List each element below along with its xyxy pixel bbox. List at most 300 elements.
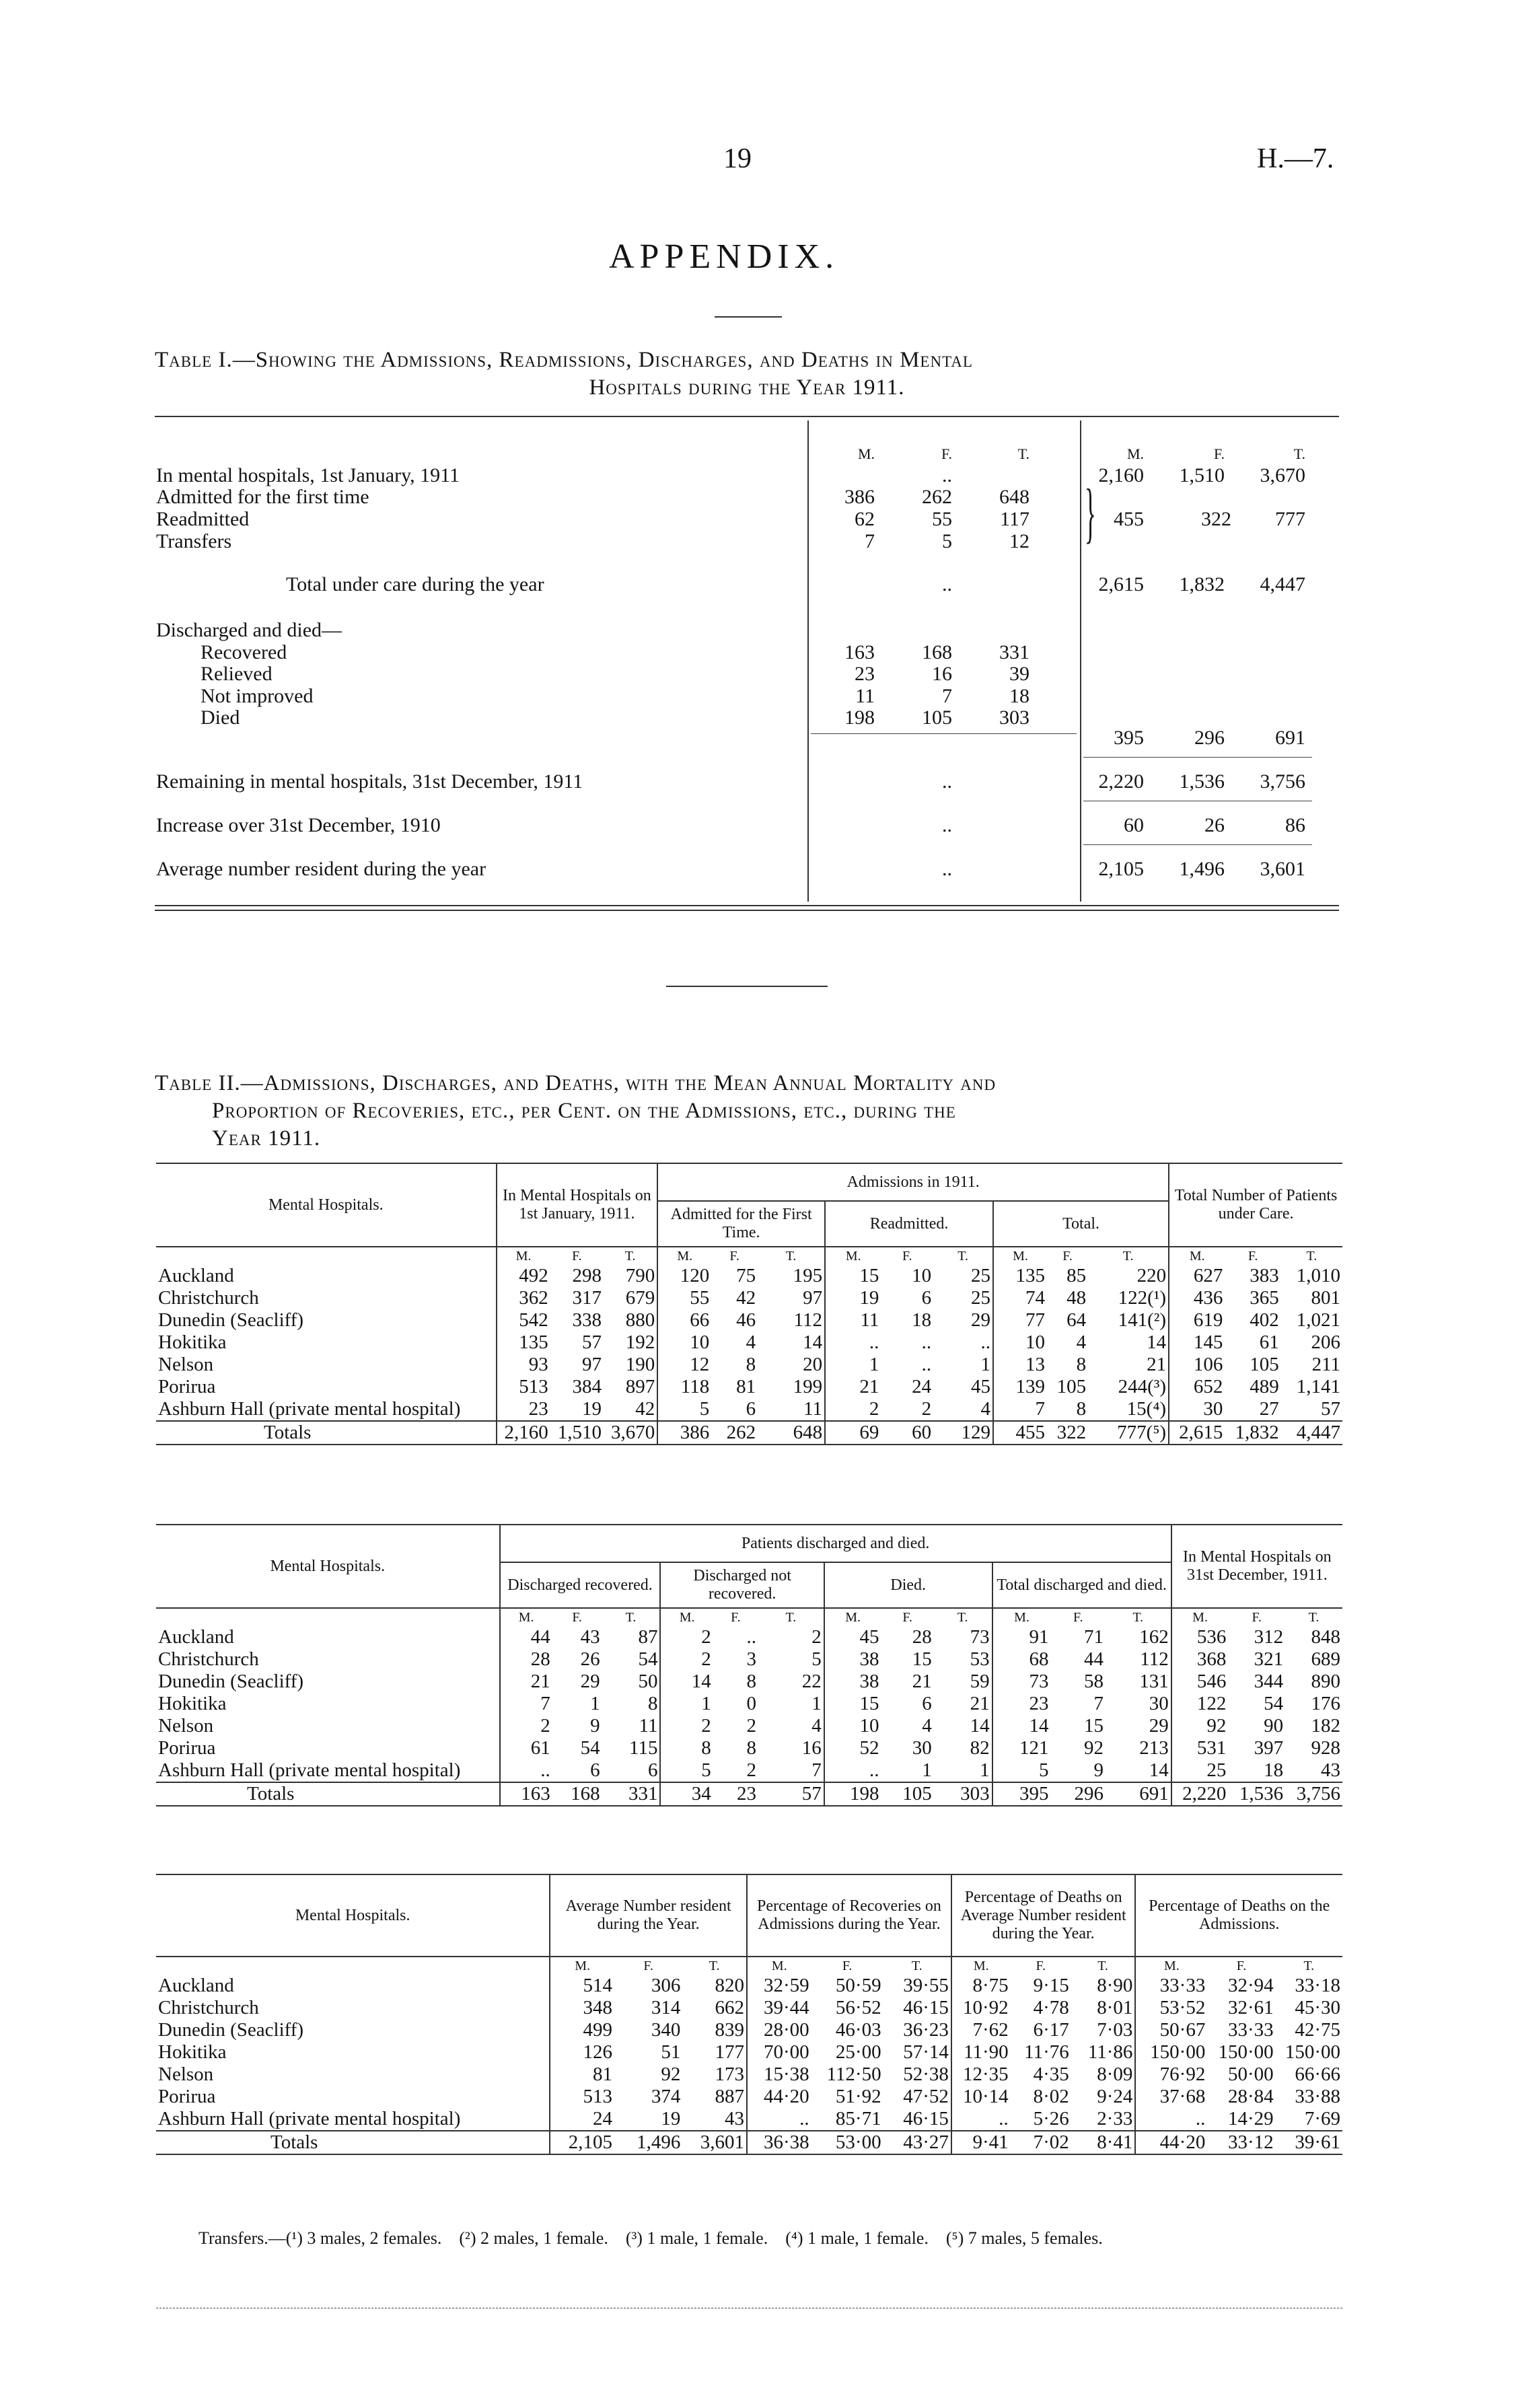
table1-cell: 7 [865, 530, 875, 552]
head-in-hospitals-dec: In Mental Hospitals on 31st December, 1911. [1171, 1525, 1342, 1608]
totals-label: Totals [264, 1422, 312, 1443]
table-cell: 74 [993, 1287, 1047, 1309]
table-cell: 10·14 [951, 2086, 1011, 2108]
totals-cell: 198 [824, 1782, 881, 1806]
table-cell: 77 [993, 1309, 1047, 1331]
sub-m: M. [747, 1957, 811, 1975]
table-cell: 14·29 [1227, 2108, 1274, 2129]
table-cell: 23 [992, 1693, 1051, 1715]
table-cell: 92 [661, 2064, 681, 2085]
sub-t: T. [1308, 1610, 1320, 1625]
table-cell: 652 [1169, 1376, 1225, 1398]
table-cell: 145 [1169, 1331, 1225, 1354]
sub-t: T. [709, 1959, 720, 1973]
hospital-name: Christchurch [158, 1648, 259, 1670]
hospital-name: Nelson [158, 2064, 214, 2085]
table1-cell: 648 [999, 486, 1029, 508]
table-cell: 46·15 [903, 2108, 949, 2129]
table1-cell: 1,536 [1179, 770, 1225, 793]
table-cell: 33·18 [1295, 1975, 1340, 1996]
totals-cell: 296 [1074, 1783, 1104, 1804]
totals-cell: 3,670 [610, 1422, 655, 1443]
table-cell: 12 [657, 1354, 711, 1376]
sub-m: M. [1135, 1957, 1207, 1975]
sub-t: T. [785, 1249, 797, 1264]
table-cell: 298 [572, 1265, 602, 1286]
table-cell: 27 [1259, 1398, 1279, 1420]
table-cell: 28 [500, 1648, 552, 1671]
table-cell: 26 [580, 1648, 600, 1670]
table-cell: 15·38 [747, 2064, 811, 2086]
table-cell: 45 [824, 1626, 881, 1648]
table-row [156, 1693, 1342, 1715]
head-first-time: Admitted for the First Time. [657, 1201, 825, 1247]
table-cell: 6·17 [1033, 2019, 1069, 2041]
table-cell: 42 [635, 1398, 655, 1420]
sub-t: T. [911, 1959, 923, 1973]
table-cell: 365 [1250, 1287, 1279, 1309]
totals-row [156, 1782, 1342, 1806]
table-cell: 890 [1311, 1671, 1340, 1692]
table-cell: 7·62 [951, 2019, 1011, 2041]
table-cell: 897 [625, 1376, 655, 1397]
table-cell: 82 [970, 1737, 990, 1759]
table1-cell: .. [942, 858, 952, 880]
table-cell: .. [824, 1759, 881, 1782]
table1-row-label: Increase over 31st December, 1910 [156, 814, 441, 836]
table-cell: 16 [801, 1737, 822, 1759]
table-cell: .. [921, 1354, 932, 1375]
table1-cell: 1,832 [1179, 573, 1225, 595]
table-cell: 368 [1171, 1648, 1229, 1671]
table-row [156, 2064, 1342, 2086]
table-row [156, 1759, 1342, 1782]
table-cell: 2 [660, 1648, 713, 1671]
table-cell: 105 [1250, 1354, 1279, 1375]
table1-row-label: Recovered [201, 641, 287, 663]
table-cell: 39·55 [903, 1975, 949, 1996]
page-number: 19 [723, 143, 752, 174]
table-cell: 8·02 [1033, 2086, 1069, 2107]
hospital-name: Hokitika [158, 1693, 227, 1714]
table1-bottom-rule [155, 905, 1339, 906]
table1-cell: 163 [844, 641, 875, 663]
table-cell: 66·66 [1295, 2064, 1340, 2085]
sub-m: M. [951, 1957, 1011, 1975]
head-percent-deaths-resident: Percentage of Deaths on Average Number resident during the Year. [951, 1874, 1136, 1957]
table-cell: 21 [970, 1693, 990, 1714]
table-cell: 436 [1169, 1287, 1225, 1309]
totals-cell: 262 [726, 1422, 756, 1443]
table-cell: 383 [1250, 1265, 1279, 1286]
sub-t: T. [1122, 1249, 1134, 1264]
sub-f: F. [1036, 1959, 1046, 1973]
sub-f: F. [902, 1610, 912, 1625]
table-cell: 32·94 [1227, 1975, 1274, 1996]
document-reference: H.—7. [1257, 143, 1334, 174]
table-cell: .. [1135, 2108, 1207, 2131]
table-cell: 14 [1149, 1759, 1169, 1781]
table-cell: 37·68 [1135, 2086, 1207, 2108]
table-cell: 118 [657, 1376, 711, 1398]
hospital-name: Dunedin (Seacliff) [158, 1671, 304, 1692]
table-cell: 52 [824, 1737, 881, 1759]
sub-f: F. [902, 1249, 912, 1264]
table1-cell: 4,447 [1260, 573, 1305, 595]
table-cell: 28·00 [747, 2019, 811, 2041]
table-cell: 61 [1259, 1331, 1279, 1353]
table1-cell: 455 [1114, 508, 1144, 530]
table-cell: 6 [746, 1398, 756, 1420]
hospital-name: Porirua [158, 2086, 216, 2107]
table-cell: 374 [651, 2086, 681, 2107]
head-not-recovered: Discharged not recovered. [660, 1562, 824, 1608]
table-cell: 182 [1311, 1715, 1340, 1737]
table-cell: 402 [1250, 1309, 1279, 1331]
totals-cell: 43·27 [903, 2131, 949, 2153]
table-cell: 150·00 [1285, 2041, 1340, 2063]
table-cell: 51 [661, 2041, 681, 2063]
table-cell: 4 [980, 1398, 991, 1420]
table1-cell: 322 [1201, 508, 1231, 530]
table1-head-t-right: T. [1293, 445, 1305, 462]
table-cell: 112 [1140, 1648, 1169, 1670]
table-cell: 162 [1139, 1626, 1169, 1648]
table-cell: 8 [647, 1693, 658, 1714]
totals-cell: 105 [902, 1783, 932, 1804]
table-cell: 56·52 [835, 1997, 881, 2018]
hospital-name: Hokitika [158, 1331, 227, 1353]
head-in-hospitals-jan: In Mental Hospitals on 1st January, 1911. [497, 1163, 658, 1247]
table-cell: 115 [629, 1737, 658, 1759]
table1-cell: .. [942, 770, 952, 793]
table-cell: 90 [1264, 1715, 1284, 1737]
table1-cell: 331 [999, 641, 1029, 663]
totals-row [156, 1421, 1342, 1445]
table-cell: 9·15 [1033, 1975, 1069, 1996]
table-cell: 21 [912, 1671, 932, 1692]
table-cell: 5 [660, 1759, 713, 1782]
table-cell: 50·59 [835, 1975, 881, 1996]
sub-m: M. [657, 1247, 711, 1265]
table-row [156, 1997, 1342, 2019]
table-cell: 61 [500, 1737, 552, 1759]
head-discharged-died: Patients discharged and died. [500, 1525, 1171, 1562]
table-cell: 384 [572, 1376, 602, 1397]
table-cell: 11·90 [951, 2041, 1011, 2064]
hospital-name: Christchurch [158, 1997, 259, 2018]
table-cell: 64 [1067, 1309, 1087, 1331]
table-cell: 97 [803, 1287, 823, 1309]
table-cell: 15 [912, 1648, 932, 1670]
table-cell: 176 [1311, 1693, 1340, 1714]
table1-row-label: Transfers [156, 530, 232, 552]
table-cell: 21 [500, 1671, 552, 1693]
table1-cell: .. [942, 814, 952, 836]
table-cell: 790 [625, 1265, 655, 1286]
table-cell: 2 [921, 1398, 932, 1420]
divider [666, 986, 828, 987]
table-cell: 8·01 [1097, 1997, 1133, 2018]
table-cell: 2 [660, 1626, 713, 1648]
table-cell: 81 [550, 2064, 614, 2086]
table2-part-b-body [156, 1626, 1342, 1782]
table-cell: 97 [581, 1354, 602, 1375]
table-cell: 55 [657, 1287, 711, 1309]
table-row [156, 1265, 1342, 1287]
table-cell: 2 [500, 1715, 552, 1737]
table-cell: 8 [746, 1737, 757, 1759]
table-cell: 195 [793, 1265, 823, 1286]
table-cell: 53 [970, 1648, 990, 1670]
table-cell: 627 [1169, 1265, 1225, 1287]
table-cell: 5 [992, 1759, 1051, 1782]
table-cell: 92 [1083, 1737, 1104, 1759]
table-cell: 30 [1169, 1398, 1225, 1421]
sub-m: M. [500, 1608, 552, 1626]
table-cell: 58 [1083, 1671, 1104, 1692]
table1-sum-rule [1083, 844, 1312, 845]
totals-cell: 44·20 [1135, 2131, 1207, 2154]
table1-cell: 2,615 [1098, 573, 1144, 595]
totals-cell: 4,447 [1296, 1422, 1340, 1443]
table-cell: 244(³) [1118, 1376, 1167, 1397]
table1-cell: 11 [855, 685, 875, 707]
table-cell: 4 [922, 1715, 932, 1737]
head-total-discharged: Total discharged and died. [992, 1562, 1171, 1608]
table-cell: 4·78 [1033, 1997, 1069, 2018]
table-cell: 1 [922, 1759, 932, 1781]
table-cell: 10 [657, 1331, 711, 1354]
table-cell: 54 [580, 1737, 600, 1759]
sub-t: T. [624, 1249, 636, 1264]
table1-cell: 7 [942, 685, 952, 707]
table-cell: 30 [912, 1737, 932, 1759]
table1-row-label: Remaining in mental hospitals, 31st December, 1911 [156, 770, 583, 793]
table1-cell: 198 [844, 706, 875, 729]
table-row [156, 1287, 1342, 1309]
table-cell: 314 [651, 1997, 681, 2018]
table1-sum-rule [811, 733, 1077, 734]
sub-f: F. [731, 1610, 741, 1625]
table1-top-rule [155, 416, 1339, 417]
head-under-care: Total Number of Patients under Care. [1169, 1163, 1342, 1247]
table-cell: 23 [497, 1398, 550, 1421]
table-cell: 18 [912, 1309, 932, 1331]
table-cell: 321 [1254, 1648, 1284, 1670]
table-cell: 43 [1321, 1759, 1340, 1781]
table1-head-m: M. [857, 445, 875, 462]
table-cell: 20 [803, 1354, 823, 1375]
table1-row-label: Admitted for the first time [156, 486, 369, 508]
totals-cell: 331 [628, 1783, 658, 1804]
table-cell: 105 [1056, 1376, 1087, 1397]
hospital-name: Hokitika [158, 2041, 227, 2063]
table-cell: 54 [638, 1648, 658, 1670]
hospital-name: Auckland [158, 1975, 234, 1996]
totals-cell: 3,756 [1296, 1783, 1340, 1804]
table1-cell: 2,105 [1098, 858, 1144, 880]
table-cell: 4·35 [1033, 2064, 1069, 2085]
table-cell: 6 [921, 1287, 932, 1309]
table-cell: 9 [590, 1715, 600, 1737]
table2-part-c [156, 1874, 1342, 2155]
totals-cell: 39·61 [1295, 2131, 1340, 2153]
table-cell: 45·30 [1295, 1997, 1340, 2018]
table-cell: 192 [625, 1331, 655, 1353]
table-cell: 15 [825, 1265, 881, 1287]
table-cell: 24 [912, 1376, 932, 1397]
table-cell: 306 [651, 1975, 681, 1996]
table-cell: 8 [660, 1737, 713, 1759]
table-cell: 542 [497, 1309, 550, 1331]
table-cell: 1,010 [1296, 1265, 1340, 1286]
table-cell: 2 [660, 1715, 713, 1737]
table-cell: 531 [1171, 1737, 1229, 1759]
table1-cell: 26 [1204, 814, 1225, 836]
totals-cell: 322 [1056, 1422, 1087, 1443]
table-cell: 39·44 [747, 1997, 811, 2019]
totals-cell: 2,160 [497, 1421, 550, 1445]
head-recovered: Discharged recovered. [500, 1562, 661, 1608]
table-cell: 8 [746, 1354, 756, 1375]
table-row [156, 1715, 1342, 1737]
totals-cell: 163 [500, 1782, 552, 1806]
sub-t: T. [785, 1610, 797, 1625]
totals-cell: 9·41 [951, 2131, 1011, 2154]
table1-cell: 3,756 [1260, 770, 1305, 793]
table-cell: 28 [912, 1626, 932, 1648]
totals-cell: 455 [993, 1421, 1047, 1445]
table-cell: 76·92 [1135, 2064, 1207, 2086]
table-row [156, 2086, 1342, 2108]
table1-cell: 262 [922, 486, 952, 508]
table-cell: 57 [1321, 1398, 1340, 1420]
table-cell: 32·59 [747, 1975, 811, 1997]
totals-cell: 303 [960, 1783, 990, 1804]
table-cell: .. [951, 2108, 1011, 2131]
table1-caption [155, 346, 1339, 402]
table1-cell: 117 [1000, 508, 1029, 530]
table-cell: 348 [550, 1997, 614, 2019]
transfers-footnote: Transfers.—(¹) 3 males, 2 females. (²) 2 males, 1 female. (³) 1 male, 1 female. (⁴) 1 male, 1 female. (⁵) 7 males, 5 females. [198, 2228, 1103, 2248]
sub-t: T. [957, 1249, 968, 1264]
sub-f: F. [1073, 1610, 1083, 1625]
sub-m: M. [1169, 1247, 1225, 1265]
table1-cell: 23 [855, 663, 875, 685]
table1-cell: 395 [1114, 727, 1144, 749]
table-row [156, 1331, 1342, 1354]
table-cell: 120 [657, 1265, 711, 1287]
table-cell: 8 [1076, 1354, 1087, 1375]
table-cell: 19 [581, 1398, 602, 1420]
table-cell: 150·00 [1135, 2041, 1207, 2064]
hospital-name: Dunedin (Seacliff) [158, 1309, 304, 1331]
table-cell: 135 [993, 1265, 1047, 1287]
table-cell: 44·20 [747, 2086, 811, 2108]
table1-row-label: Discharged and died— [156, 619, 342, 641]
table-cell: 52·38 [903, 2064, 949, 2085]
table-cell: 4 [1076, 1331, 1087, 1353]
table1-cell: 3,601 [1260, 858, 1305, 880]
sub-t: T. [1303, 1959, 1315, 1973]
table1-cell: .. [942, 464, 952, 486]
table-cell: 14 [803, 1331, 823, 1353]
table2-part-a [156, 1163, 1342, 1445]
totals-row [156, 2131, 1342, 2154]
hospital-name: Nelson [158, 1354, 214, 1375]
totals-label: Totals [270, 2131, 318, 2153]
table-cell: 190 [625, 1354, 655, 1375]
table-cell: 8·75 [951, 1975, 1011, 1997]
table-cell: 211 [1311, 1354, 1340, 1375]
table-cell: 15 [1083, 1715, 1104, 1737]
table-row [156, 1376, 1342, 1398]
table-cell: 135 [497, 1331, 550, 1354]
table-row [156, 1671, 1342, 1693]
sub-f: F. [572, 1249, 582, 1264]
table-cell: 317 [572, 1287, 602, 1309]
table2-caption-line1: Table II.—Admissions, Discharges, and Deaths, with the Mean Annual Mortality and [155, 1071, 997, 1095]
totals-cell: 33·12 [1227, 2131, 1274, 2153]
table1-cell: 60 [1124, 814, 1144, 836]
table1-cell: .. [942, 573, 952, 595]
table-cell: 30 [1149, 1693, 1169, 1714]
table-cell: 11 [803, 1398, 823, 1420]
table-cell: 33·33 [1227, 2019, 1274, 2041]
table1-row-label: Not improved [201, 685, 314, 707]
table-cell: 45 [971, 1376, 991, 1397]
sub-t: T. [1306, 1249, 1317, 1264]
table-cell: 29 [1149, 1715, 1169, 1737]
table-cell: 122 [1171, 1693, 1229, 1715]
sub-f: F. [1062, 1249, 1073, 1264]
table-cell: 43 [724, 2108, 744, 2129]
table-cell: 220 [1136, 1265, 1167, 1286]
table2-caption-line2: Proportion of Recoveries, etc., per Cent. on the Admissions, etc., during the [212, 1099, 956, 1123]
table-row [156, 1975, 1342, 1997]
table-cell: 29 [971, 1309, 991, 1331]
table-cell: 397 [1254, 1737, 1284, 1759]
table-cell: 6 [590, 1759, 600, 1781]
table-cell: 839 [715, 2019, 744, 2041]
table-cell: 25 [971, 1287, 991, 1309]
table-cell: 51·92 [835, 2086, 881, 2107]
table-cell: 679 [625, 1287, 655, 1309]
table-row [156, 2019, 1342, 2041]
table1-cell: 3,670 [1260, 464, 1305, 486]
table-cell: 25 [1171, 1759, 1229, 1782]
table-cell: 75 [736, 1265, 756, 1286]
table-cell: 7 [993, 1398, 1047, 1421]
totals-cell: 691 [1139, 1783, 1169, 1804]
table-cell: 8 [1076, 1398, 1087, 1420]
totals-label: Totals [247, 1783, 295, 1804]
table-cell: 14 [1147, 1331, 1167, 1353]
sub-f: F. [1248, 1249, 1258, 1264]
table-cell: 32·61 [1227, 1997, 1274, 2018]
table-cell: 57 [581, 1331, 602, 1353]
table-cell: 87 [638, 1626, 658, 1648]
table-cell: 44 [1083, 1648, 1104, 1670]
table-row [156, 1354, 1342, 1376]
table-cell: 546 [1171, 1671, 1229, 1693]
table-cell: 13 [993, 1354, 1047, 1376]
table-cell: 25 [971, 1265, 991, 1286]
table-cell: .. [825, 1331, 881, 1354]
table-cell: 820 [715, 1975, 744, 1996]
totals-cell: 53·00 [835, 2131, 881, 2153]
